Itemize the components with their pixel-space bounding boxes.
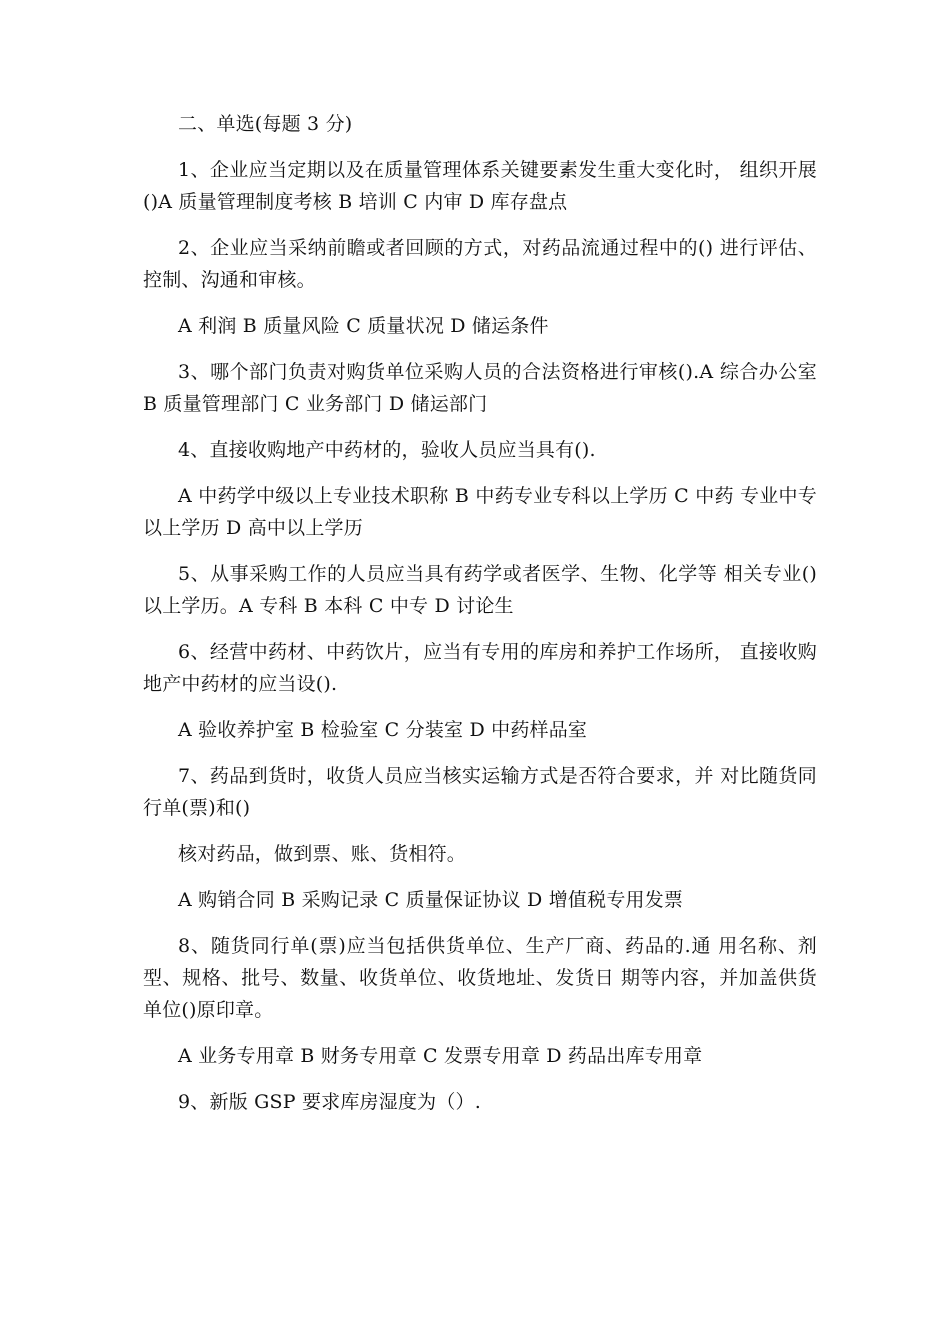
question-5: 5、从事采购工作的人员应当具有药学或者医学、生物、化学等 相关专业()以上学历。A 专科 B 本科 C 中专 D 讨论生 (143, 563, 817, 617)
question-3: 3、哪个部门负责对购货单位采购人员的合法资格进行审核().A 综合办公室 B 质量管理部门 C 业务部门 D 储运部门 (143, 361, 817, 415)
question-7-options: A 购销合同 B 采购记录 C 质量保证协议 D 增值税专用发票 (178, 889, 684, 911)
question-1: 1、企业应当定期以及在质量管理体系关键要素发生重大变化时， 组织开展()A 质量管理制度考核 B 培训 C 内审 D 库存盘点 (143, 159, 817, 213)
question-6-options: A 验收养护室 B 检验室 C 分装室 D 中药样品室 (178, 719, 588, 741)
question-2-options: A 利润 B 质量风险 C 质量状况 D 储运条件 (178, 315, 549, 337)
question-8: 8、随货同行单(票)应当包括供货单位、生产厂商、药品的.通 用名称、剂型、规格、批号、数量、收货单位、收货地址、发货日 期等内容，并加盖供货单位()原印章。 (143, 935, 817, 1021)
question-4-options: A 中药学中级以上专业技术职称 B 中药专业专科以上学历 C 中药 专业中专以上学历 D 高中以上学历 (143, 485, 817, 539)
question-9: 9、新版 GSP 要求库房湿度为（）. (178, 1091, 481, 1113)
section-title: 二、单选(每题 3 分) (178, 113, 353, 135)
question-6: 6、经营中药材、中药饮片，应当有专用的库房和养护工作场所， 直接收购地产中药材的应当设(). (143, 641, 817, 695)
question-8-options: A 业务专用章 B 财务专用章 C 发票专用章 D 药品出库专用章 (178, 1045, 703, 1067)
question-2: 2、企业应当采纳前瞻或者回顾的方式，对药品流通过程中的() 进行评估、控制、沟通和审核。 (143, 237, 817, 291)
question-7: 7、药品到货时，收货人员应当核实运输方式是否符合要求，并 对比随货同行单(票)和() (143, 765, 817, 819)
question-7-continuation: 核对药品，做到票、账、货相符。 (178, 843, 467, 865)
question-4: 4、直接收购地产中药材的，验收人员应当具有(). (178, 439, 596, 461)
